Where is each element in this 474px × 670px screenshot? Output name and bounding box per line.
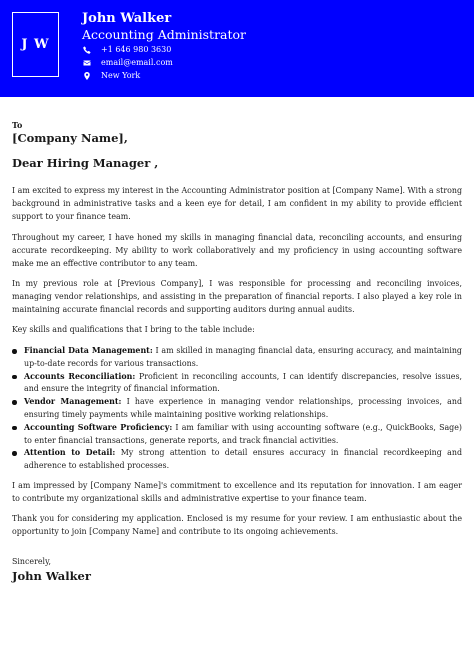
list-item (12, 345, 462, 371)
contact-location (82, 70, 140, 81)
paragraph-company-interest: I am impressed by [Company Name]'s commitment to excellence and its reputation for innovation. I am eager to contribute my organizational skills and administrative expertise to your finance team. (12, 481, 462, 503)
paragraph-skills-intro: Key skills and qualifications that I bring to the table include: (12, 325, 255, 334)
recipient-company: [Company Name], (12, 131, 128, 145)
sign-off: Sincerely, (12, 557, 51, 566)
list-item (12, 396, 462, 422)
paragraph-previous-role: In my previous role at [Previous Company], I was responsible for processing and reconciling invoices, managing vendor relationships, and assisting in the preparation of financial reports. I also played a key role in maintaining accurate financial records and supporting auditors during annual audits. (12, 279, 462, 314)
skill-title: Vendor Management: (24, 397, 122, 407)
skill-text: I am skilled in managing financial data, ensuring accuracy, and maintaining up-to-date records for various transactions. (24, 346, 462, 368)
skill-title: Accounts Reconciliation: (24, 371, 136, 381)
signature-name: John Walker (12, 569, 91, 583)
contact-email (82, 57, 173, 68)
bullet-icon (12, 375, 17, 380)
paragraph-thanks: Thank you for considering my application. Enclosed is my resume for your review. I am enthusiastic about the opportunity to join [Company Name] and contribute to its ongoing achievements. (12, 514, 462, 536)
skill-text: Proficient in reconciling accounts, I can identify discrepancies, resolve issues, and ensure the integrity of financial information. (24, 371, 463, 394)
skill-text: I am familiar with using accounting software (e.g., QuickBooks, Sage) to enter financial transactions, generate reports, and track financial activities. (24, 422, 462, 445)
skill-title: Financial Data Management: (24, 346, 153, 355)
header-banner (0, 0, 474, 97)
skill-text: I have experience in managing vendor relationships, processing invoices, and ensuring timely payments while maintaining positive working relationships. (24, 397, 462, 419)
bullet-icon (12, 349, 17, 354)
skill-title: Accounting Software Proficiency: (24, 422, 173, 432)
location-text: New York (101, 71, 141, 80)
bullet-icon (12, 426, 17, 431)
bullet-icon (12, 400, 17, 405)
location-icon (82, 71, 92, 81)
list-item (12, 371, 462, 397)
phone-icon (82, 45, 92, 55)
skill-text: My strong attention to detail ensures accuracy in financial recordkeeping and adherence to established processes. (24, 448, 462, 471)
applicant-role: Accounting Administrator (82, 27, 247, 42)
list-item (12, 447, 462, 473)
skills-list (12, 345, 462, 473)
to-label: To (12, 120, 23, 130)
salutation: Dear Hiring Manager , (12, 156, 159, 170)
email-text: email@email.com (101, 58, 173, 67)
bullet-icon (12, 451, 17, 456)
paragraph-career: Throughout my career, I have honed my skills in managing financial data, reconciling accounts, and ensuring accurate recordkeeping. My ability to work collaboratively and my proficiency in using accounting software make me an effective contributor to any team. (12, 233, 462, 268)
contact-phone (82, 44, 171, 55)
phone-text: +1 646 980 3630 (101, 45, 172, 54)
email-icon (82, 58, 92, 68)
applicant-name: John Walker (82, 11, 172, 26)
skill-title: Attention to Detail: (24, 448, 116, 458)
monogram-badge: J W (12, 12, 59, 77)
list-item (12, 422, 462, 448)
paragraph-intro: I am excited to express my interest in the Accounting Administrator position at [Company Name]. With a strong background in administrative tasks and a keen eye for detail, I am confident in my ability to provide efficient support to your finance team. (12, 186, 462, 221)
